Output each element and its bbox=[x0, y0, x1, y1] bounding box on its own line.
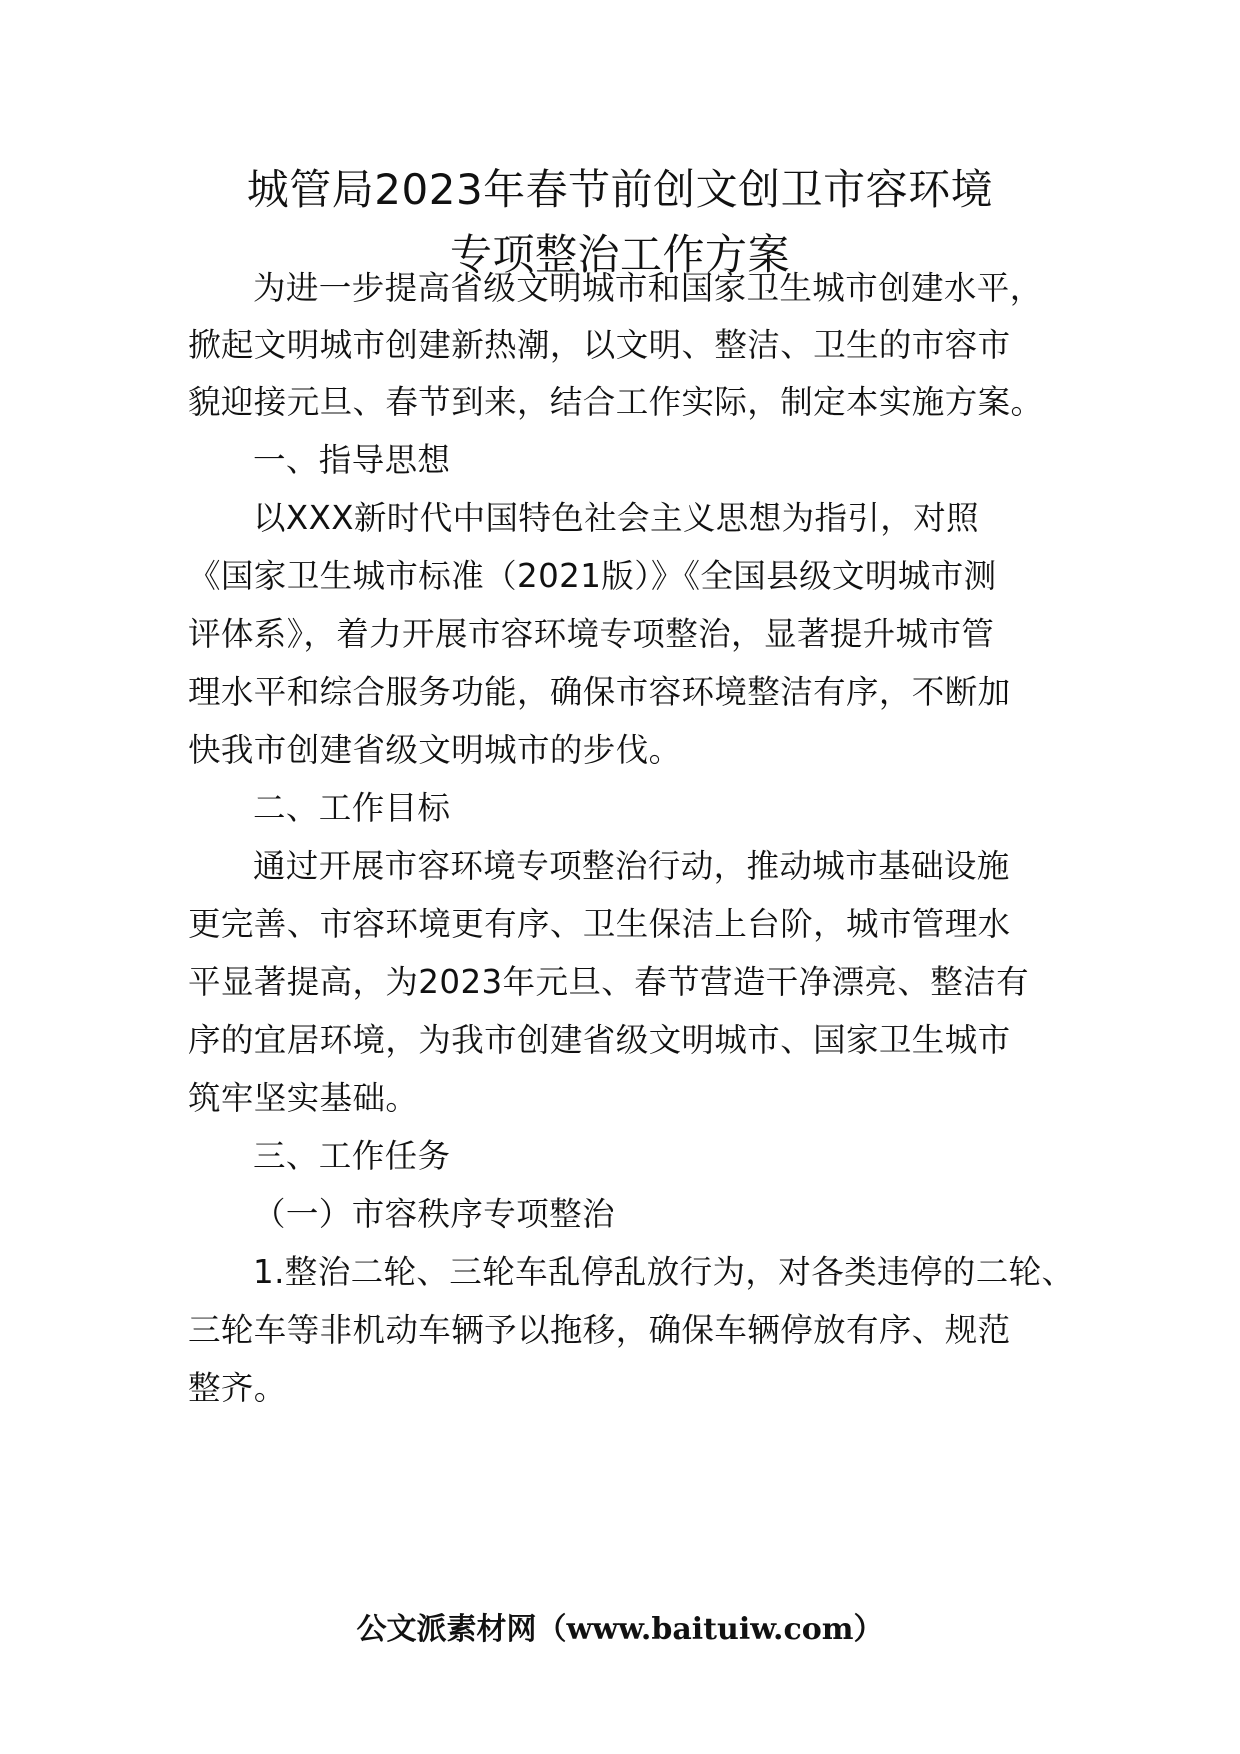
body-line: 《国家卫生城市标准（2021版）》《全国县级文明城市测 bbox=[188, 557, 997, 595]
subsection-heading: （一）市容秩序专项整治 bbox=[253, 1195, 615, 1233]
body-line: 平显著提高，为2023年元旦、春节营造干净漂亮、整洁有 bbox=[188, 963, 1030, 1001]
document-title-line-2: 专项整治工作方案 bbox=[449, 230, 790, 279]
section-heading: 二、工作目标 bbox=[253, 789, 451, 827]
body-line: 貌迎接元旦、春节到来，结合工作实际，制定本实施方案。 bbox=[188, 383, 1044, 421]
section-heading: 三、工作任务 bbox=[253, 1137, 451, 1175]
section-heading: 一、指导思想 bbox=[253, 441, 451, 479]
body-line: 整齐。 bbox=[188, 1369, 287, 1407]
body-line: 三轮车等非机动车辆予以拖移，确保车辆停放有序、规范 bbox=[188, 1311, 1011, 1349]
body-line: 为进一步提高省级文明城市和国家卫生城市创建水平， bbox=[253, 269, 1043, 307]
body-line: 快我市创建省级文明城市的步伐。 bbox=[188, 731, 682, 769]
body-line: 评体系》，着力开展市容环境专项整治，显著提升城市管 bbox=[188, 615, 995, 653]
document-title-line-1: 城管局2023年春节前创文创卫市容环境 bbox=[246, 165, 994, 214]
footer-watermark: 公文派素材网（www.baituiw.com） bbox=[356, 1612, 884, 1647]
body-line: 序的宜居环境，为我市创建省级文明城市、国家卫生城市 bbox=[188, 1021, 1011, 1059]
body-line: 掀起文明城市创建新热潮，以文明、整洁、卫生的市容市 bbox=[188, 326, 1011, 364]
body-line: 以XXX新时代中国特色社会主义思想为指引，对照 bbox=[253, 499, 979, 537]
body-line: 更完善、市容环境更有序、卫生保洁上台阶，城市管理水 bbox=[188, 905, 1011, 943]
body-line: 筑牢坚实基础。 bbox=[188, 1079, 419, 1117]
body-line: 1.整治二轮、三轮车乱停乱放行为，对各类违停的二轮、 bbox=[253, 1253, 1075, 1291]
body-line: 通过开展市容环境专项整治行动，推动城市基础设施 bbox=[253, 847, 1010, 885]
body-line: 理水平和综合服务功能，确保市容环境整洁有序，不断加 bbox=[188, 673, 1011, 711]
